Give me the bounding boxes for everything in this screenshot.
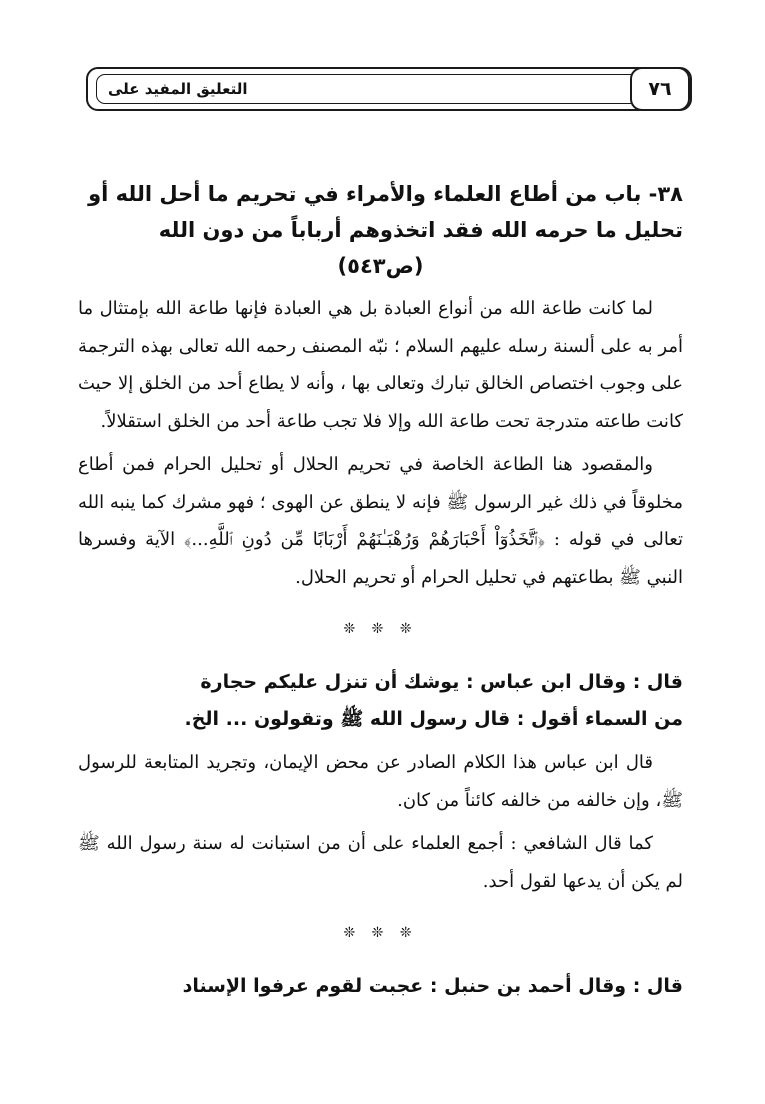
- page-header: [86, 67, 692, 111]
- chapter-heading: [78, 176, 683, 284]
- running-title: التعليق المفيد على: [108, 80, 248, 98]
- ibn-abbas-heading-line-2: من السماء أقول : قال رسول الله ﷺ وتقولون ... الخ.: [184, 708, 683, 730]
- chapter-heading-line-2: تحليل ما حرمه الله فقد اتخذوهم أرباباً من دون الله: [158, 218, 683, 242]
- paragraph-4: كما قال الشافعي : أجمع العلماء على أن من استبانت له سنة رسول الله ﷺ لم يكن أن يدعها لقول أحد.: [78, 833, 683, 892]
- chapter-page-reference: (ص٥٤٣): [337, 254, 424, 278]
- page-content: [78, 176, 683, 1005]
- ahmad-heading: قال : وقال أحمد بن حنبل : عجبت لقوم عرفوا الإسناد: [182, 975, 683, 997]
- chapter-heading-line-1: ٣٨- باب من أطاع العلماء والأمراء في تحريم ما أحل الله أو: [88, 182, 683, 206]
- section-divider-2: ❊ ❊ ❊: [343, 925, 418, 941]
- ibn-abbas-heading: [78, 664, 683, 738]
- ibn-abbas-heading-line-1: قال : وقال ابن عباس : يوشك أن تنزل عليكم حجارة: [200, 671, 683, 693]
- page-number: ٧٦: [630, 67, 690, 111]
- paragraph-2: والمقصود هنا الطاعة الخاصة في تحريم الحلال أو تحليل الحرام فمن أطاع مخلوقاً في ذلك غير الرسول ﷺ فإنه لا ينطق عن الهوى ؛ فهو مشرك كما ينبه الله تعالى في قوله : ﴿ٱتَّخَذُوٓاْ أَحْبَارَهُمْ وَرُهْبَـٰنَهُمْ أَرْبَابًا مِّن دُونِ ٱللَّهِ...﴾ الآية وفسرها النبي ﷺ بطاعتهم في تحليل الحرام أو تحريم الحلال.: [78, 454, 683, 588]
- paragraph-1: لما كانت طاعة الله من أنواع العبادة بل هي العبادة فإنها طاعة الله بإمتثال ما أمر به على ألسنة رسله عليهم السلام ؛ نبّه المصنف رحمه الله تعالى بهذه الترجمة على وجوب اختصاص الخالق تبارك وتعالى بها ، وأنه لا يطاع أحد من الخلق إلا حيث كانت طاعته متدرجة تحت طاعة الله وإلا فلا تجب طاعة أحد من الخلق استقلالاً.: [78, 298, 683, 432]
- paragraph-3: قال ابن عباس هذا الكلام الصادر عن محض الإيمان، وتجريد المتابعة للرسول ﷺ، وإن خالفه من خالفه كائناً من كان.: [78, 752, 683, 811]
- section-divider-1: ❊ ❊ ❊: [343, 621, 418, 637]
